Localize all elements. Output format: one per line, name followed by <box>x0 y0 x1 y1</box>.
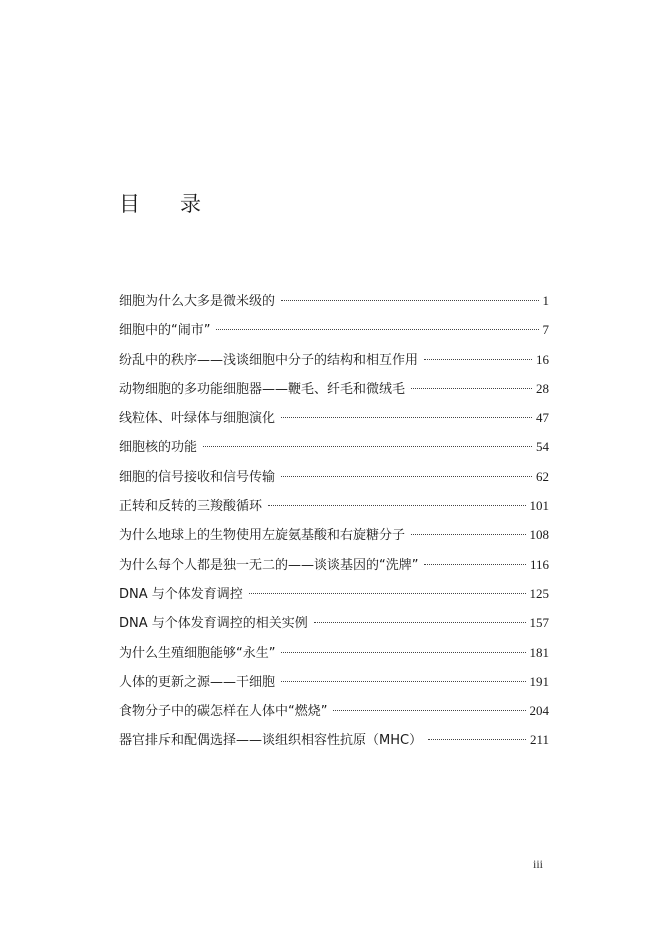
toc-entry-title: 细胞中的“闹市” <box>119 323 211 339</box>
toc-entry[interactable] <box>119 290 549 319</box>
toc-entry[interactable] <box>119 729 549 758</box>
toc-entry[interactable] <box>119 642 549 671</box>
toc-entry[interactable] <box>119 436 549 465</box>
toc-entry[interactable] <box>119 378 549 407</box>
toc-leader-dots <box>281 476 532 477</box>
toc-leader-dots <box>428 739 526 740</box>
toc-page-number: 181 <box>529 644 549 660</box>
toc-entry[interactable] <box>119 466 549 495</box>
toc-entry-title: 为什么每个人都是独一无二的——谈谈基因的“洗牌” <box>119 557 419 573</box>
toc-entry[interactable] <box>119 671 549 700</box>
toc-entry[interactable] <box>119 319 549 348</box>
toc-entry[interactable] <box>119 524 549 553</box>
toc-page-number: 1 <box>542 293 549 308</box>
toc-leader-dots <box>333 710 525 711</box>
toc-leader-dots <box>203 446 532 447</box>
toc-leader-dots <box>314 622 526 623</box>
toc-entry-title: DNA 与个体发育调控的相关实例 <box>119 616 308 632</box>
toc-entry[interactable] <box>119 700 549 729</box>
table-of-contents <box>119 290 549 759</box>
toc-page-number: 108 <box>529 527 549 543</box>
toc-entry[interactable] <box>119 612 549 641</box>
toc-entry-title: 为什么地球上的生物使用左旋氨基酸和右旋糖分子 <box>119 528 406 544</box>
toc-page-number: 101 <box>529 498 549 514</box>
toc-entry-title: 动物细胞的多功能细胞器——鞭毛、纤毛和微绒毛 <box>119 381 406 397</box>
toc-page-number: 16 <box>536 351 549 367</box>
toc-leader-dots <box>249 593 526 594</box>
toc-leader-dots <box>424 564 525 565</box>
toc-leader-dots <box>411 534 525 535</box>
toc-entry-title: 细胞核的功能 <box>119 440 198 456</box>
toc-page-number: 191 <box>529 673 549 689</box>
toc-leader-dots <box>281 300 538 301</box>
toc-entry-title: 正转和反转的三羧酸循环 <box>119 499 263 515</box>
toc-entry-title: 食物分子中的碳怎样在人体中“燃烧” <box>119 704 328 720</box>
toc-leader-dots <box>281 417 532 418</box>
toc-page-number: 204 <box>529 703 549 719</box>
page-folio-number: iii <box>533 857 544 871</box>
page-title-char-1: 目 <box>119 192 140 216</box>
toc-entry[interactable] <box>119 554 549 583</box>
toc-entry-title: DNA 与个体发育调控 <box>119 586 243 602</box>
toc-page-number: 211 <box>529 732 549 748</box>
toc-entry[interactable] <box>119 407 549 436</box>
toc-page-number: 47 <box>536 410 549 426</box>
toc-entry[interactable] <box>119 495 549 524</box>
toc-entry-title: 纷乱中的秩序——浅谈细胞中分子的结构和相互作用 <box>119 352 419 368</box>
toc-leader-dots <box>424 359 532 360</box>
toc-entry-title: 线粒体、叶绿体与细胞演化 <box>119 411 276 427</box>
toc-entry-title: 人体的更新之源——干细胞 <box>119 674 276 690</box>
toc-entry-title: 细胞为什么大多是微米级的 <box>119 294 276 309</box>
toc-page-number: 157 <box>529 615 549 631</box>
toc-leader-dots <box>281 681 525 682</box>
toc-page-number: 7 <box>542 322 549 338</box>
toc-leader-dots <box>411 388 532 389</box>
toc-page-number: 54 <box>536 439 549 455</box>
toc-page-number: 125 <box>529 585 549 601</box>
toc-leader-dots <box>216 329 538 330</box>
toc-entry[interactable] <box>119 583 549 612</box>
toc-entry-title: 器官排斥和配偶选择——谈组织相容性抗原（MHC） <box>119 733 423 749</box>
toc-page-number: 116 <box>529 556 549 572</box>
toc-page-number: 28 <box>536 380 549 396</box>
toc-entry-title: 为什么生殖细胞能够“永生” <box>119 645 276 661</box>
toc-page-number: 62 <box>536 468 549 484</box>
toc-entry-title: 细胞的信号接收和信号传输 <box>119 469 276 485</box>
page-title-char-2: 录 <box>180 192 201 216</box>
toc-leader-dots <box>281 652 525 653</box>
page-title <box>119 188 201 218</box>
toc-leader-dots <box>268 505 525 506</box>
toc-entry[interactable] <box>119 349 549 378</box>
